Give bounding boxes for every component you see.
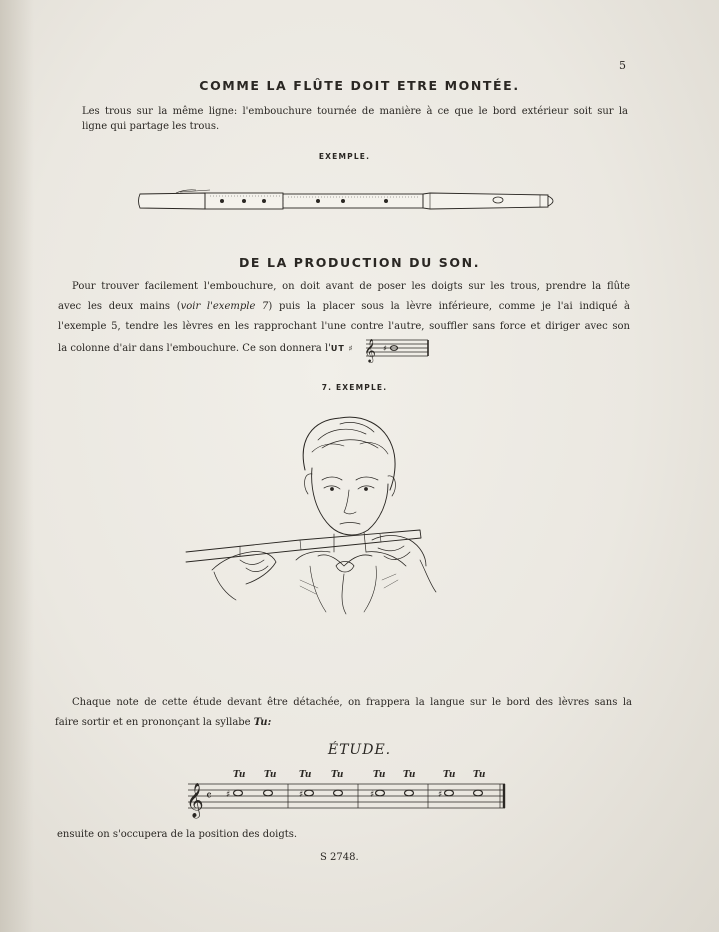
mounting-text-line-2: ligne qui partage les trous. — [82, 121, 220, 132]
tu-syllable: Tu — [373, 770, 386, 780]
etude-title: ÉTUDE. — [327, 742, 392, 758]
etude-text-line-2-a: faire sortir et en prononçant la syllabe — [55, 717, 254, 728]
example-7-label: 7. EXEMPLE. — [321, 383, 388, 392]
svg-text:♯: ♯ — [226, 790, 231, 800]
sound-text-line-2-em: voir l'exemple 7 — [180, 301, 269, 312]
treble-clef-icon: 𝄞 — [364, 338, 376, 362]
tu-syllable: Tu — [233, 770, 246, 780]
example-label: EXEMPLE. — [318, 152, 371, 161]
section-heading-sound: DE LA PRODUCTION DU SON. — [238, 255, 481, 270]
tu-syllable: Tu — [331, 770, 344, 780]
section-heading-mounting: COMME LA FLÛTE DOIT ETRE MONTÉE. — [199, 78, 520, 93]
svg-text:♯: ♯ — [383, 344, 387, 353]
tu-syllable: Tu — [473, 770, 486, 780]
common-time-icon: 𝄴 — [206, 789, 212, 804]
mounting-text-line-1: Les trous sur la même ligne: l'embouchure tournée de manière à ce que le bord extérieur soit sur la — [82, 106, 628, 117]
sound-text-line-2-a: avec les deux mains ( — [58, 301, 181, 312]
etude-text-line-1: Chaque note de cette étude devant être détachée, on frappera la langue sur le bord des lèvres sans la — [72, 697, 632, 708]
tu-syllables — [233, 770, 486, 780]
note-name-ut-sharp: UT ♯ — [330, 344, 354, 353]
tu-syllable: Tu — [264, 770, 277, 780]
tu-syllable: Tu — [403, 770, 416, 780]
etude-text-line-2-em: Tu: — [253, 717, 272, 728]
tu-syllable: Tu — [443, 770, 456, 780]
svg-text:♯: ♯ — [299, 790, 304, 800]
treble-clef-icon: 𝄞 — [186, 783, 204, 818]
sound-text-line-3: l'exemple 5, tendre les lèvres en les rapprochant l'une contre l'autre, souffler sans force et diriger avec son — [58, 321, 630, 332]
sound-text-line-4-a: la colonne d'air dans l'embouchure. Ce son donnera l' — [58, 343, 331, 354]
tu-syllable: Tu — [299, 770, 312, 780]
catalog-number: S 2748. — [320, 852, 359, 863]
page-number: 5 — [619, 59, 626, 72]
etude-text-after: ensuite on s'occupera de la position des doigts. — [57, 829, 298, 840]
sound-text-line-1: Pour trouver facilement l'embouchure, on doit avant de poser les doigts sur les trous, prendre la flûte — [72, 281, 630, 292]
svg-text:♯: ♯ — [438, 790, 443, 800]
sound-text-line-2-b: ) puis la placer sous la lèvre inférieure, comme je l'ai indiqué à — [268, 301, 631, 312]
svg-text:♯: ♯ — [370, 790, 375, 800]
